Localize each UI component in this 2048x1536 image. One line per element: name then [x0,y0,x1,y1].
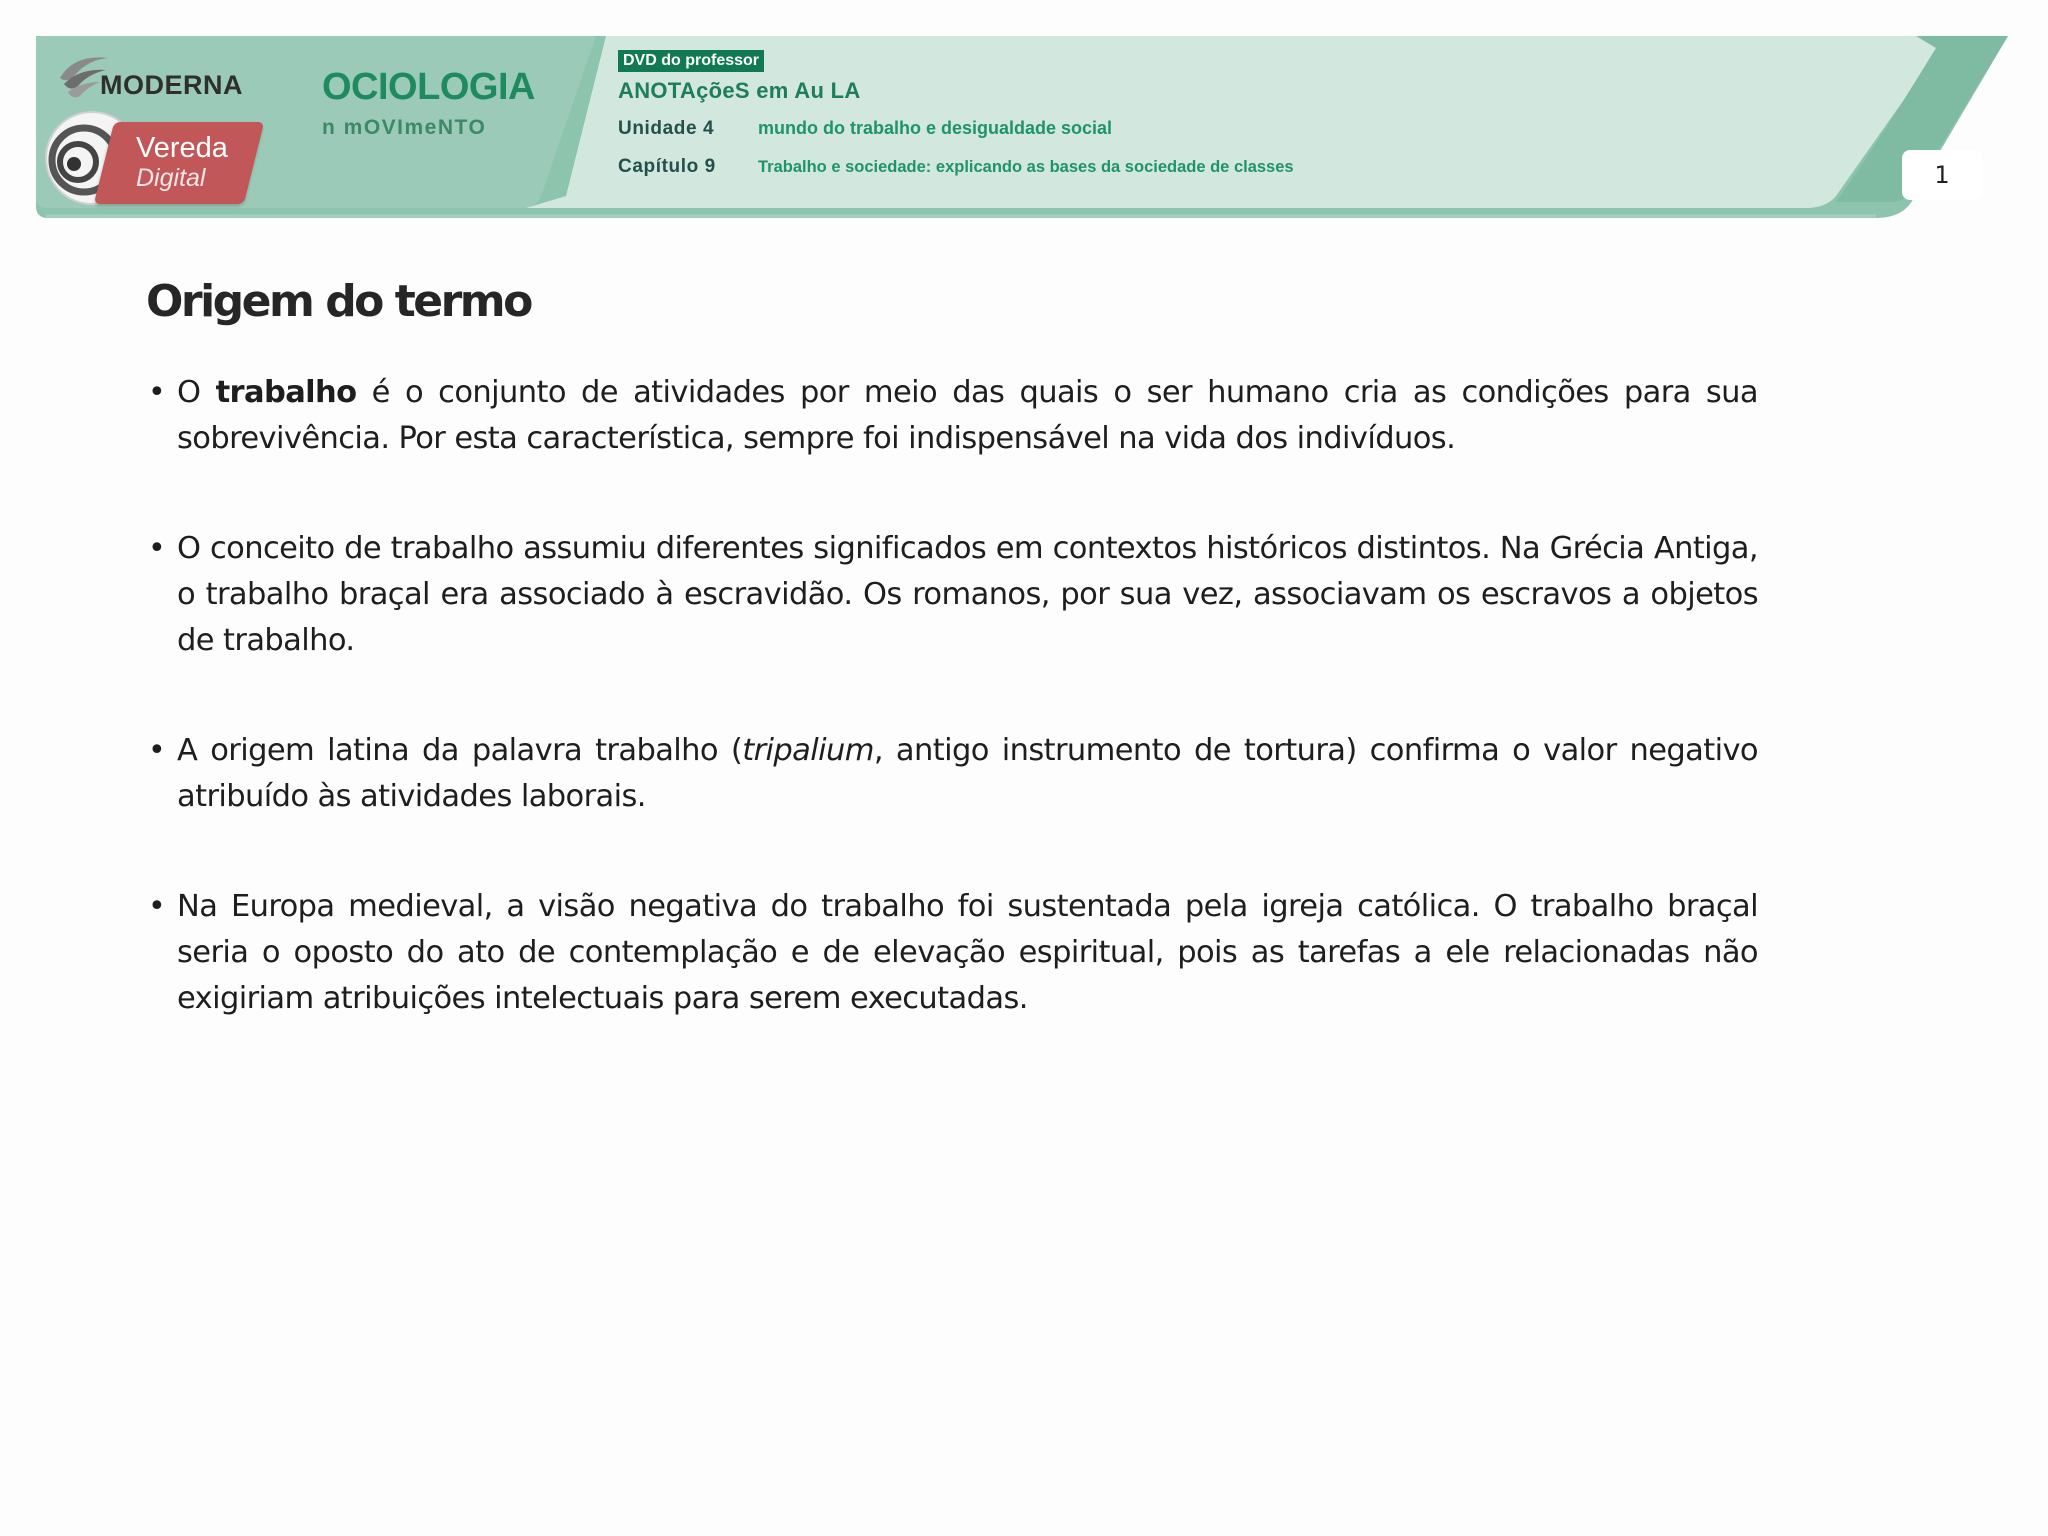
moderna-logo [54,48,264,106]
unit-text: mundo do trabalho e desigualdade social [758,118,1113,138]
unit-label: Unidade 4 [618,118,715,139]
moderna-wordmark: MODERNA [100,70,243,100]
page-number: 1 [1902,150,1982,200]
bullet-item [146,526,1758,664]
vereda-label: Vereda [136,132,228,164]
bullet-icon: • [148,375,166,410]
bullet-text-pre: O [177,375,216,410]
bullet-text: O conceito de trabalho assumiu diferentes significados em contextos históricos distintos. Na Grécia Antiga, o trabalho braçal era associado à escravidão. Os romanos, por sua vez, associavam os escravos a objetos de trabalho. [177,531,1758,658]
bullet-text: Na Europa medieval, a visão negativa do trabalho foi sustentada pela igreja católica. O trabalho braçal seria o oposto do ato de contemplação e de elevação espiritual, pois as tarefas a ele relacionadas não exigiriam atribuições intelectuais para serem executadas. [177,889,1758,1016]
dvd-badge: DVD do professor [618,50,764,72]
section-title: ANOTAçõeS em Au LA [618,78,861,103]
bullet-text-post: , antigo instrumento de tortura) confirma o valor negativo atribuído às atividades laborais. [177,733,1758,814]
bullet-icon: • [148,733,166,768]
bullet-item [146,884,1758,1022]
page-title: Origem do termo [146,276,531,327]
bullet-text-pre: A origem latina da palavra trabalho ( [177,733,743,768]
bullet-text-bold: trabalho [215,375,357,410]
bullet-icon: • [148,889,166,924]
brand-subtitle: n mOVImeNTO [322,116,487,139]
bullet-text-post: é o conjunto de atividades por meio das quais o ser humano cria as condições para sua sobrevivência. Por esta característica, sempre foi indispensável na vida dos indivíduos. [177,375,1758,456]
bullet-item [146,728,1758,820]
chapter-text: Trabalho e sociedade: explicando as bases da sociedade de classes [758,158,1294,176]
bullet-list [146,370,1758,1022]
chapter-label: Capítulo 9 [618,156,716,177]
digital-label: Digital [136,164,206,192]
bullet-text-italic: tripalium [742,733,874,768]
unit-row [618,118,1112,140]
bullet-item [146,370,1758,462]
bullet-icon: • [148,531,166,566]
vereda-digital-logo [44,102,264,214]
brand-title: OCIOLOGIA [322,66,535,108]
chapter-row [618,156,1294,178]
